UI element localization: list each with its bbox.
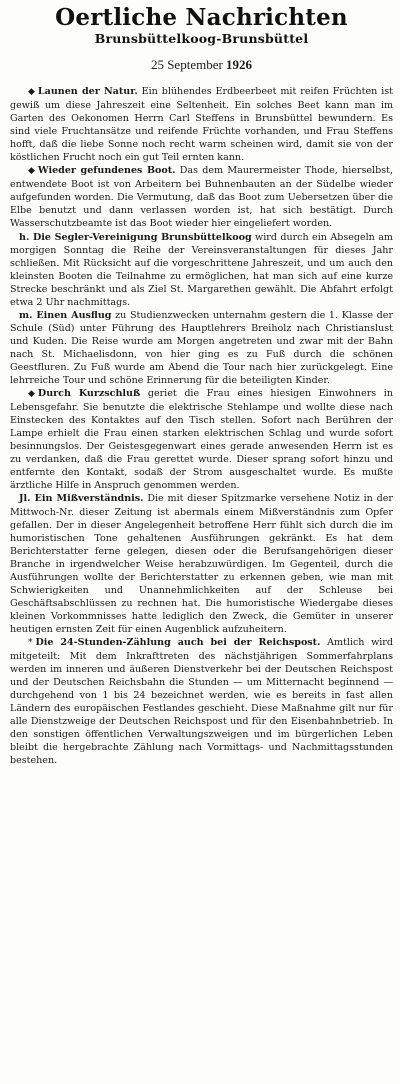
article-kurzschluss — [10, 387, 393, 492]
article-body: Das dem Maurermeister Thode, hierselbst, entwendete Boot ist von Arbeitern bei Buhnenbauten an der Südelbe wieder aufgefunden worden. Die Vermutung, daß das Boot zum Uebersetzen über die Elbe benutzt und dann verlassen worden ist, hat sich bestätigt. Durch Wasserschutzbeamte ist das Boot wieder hier eingeliefert worden. — [10, 165, 393, 230]
article-headline: Launen der Natur. — [37, 86, 138, 97]
section-subtitle: Brunsbüttelkoog-Brunsbüttel — [94, 31, 309, 46]
article-headline: h. Die Segler-Vereinigung Brunsbüttelkoog — [19, 231, 252, 243]
article-headline: Jl. Ein Mißverständnis. — [19, 493, 144, 505]
article-launen-der-natur — [10, 85, 393, 164]
article-body: wird durch ein Absegeln am morgigen Sonntag die Reihe der Vereinsveranstaltungen für dieses Jahr schließen. Mit Rücksicht auf die vorgeschrittene Jahreszeit, und um auch den kleinsten Booten die Teilnahme zu ermöglichen, hat man sich auf eine kurze Strecke beschränkt und als Ziel St. Margarethen gewählt. Die Abfahrt erfolgt etwa 2 Uhr nachmittags. — [10, 231, 393, 308]
diamond-marker-icon: ◆ — [28, 87, 35, 97]
article-body: geriet die Frau eines hiesigen Einwohners in Lebensgefahr. Sie benutzte die elektrische Stehlampe und wollte diese nach Einstecken des Kontaktes auf den Tisch stellen. Sofort nach Berühren der Lampe erhielt die Frau einen starken elektrischen Schlag und wurde sofort besinnungslos. Der Geistesgegenwart eines gerade anwesenden Herrn ist es zu verdanken, daß die Frau gerettet wurde. Dieser sprang sofort hinzu und entfernte den Kontakt, sodaß der Strom ausgeschaltet wurde. Es mußte ärztliche Hilfe in Anspruch genommen werden. — [10, 388, 393, 492]
article-segler-vereinigung — [10, 231, 393, 309]
article-headline: Durch Kurzschluß — [37, 388, 141, 400]
article-body: Die mit dieser Spitzmarke versehene Notiz in der Mittwoch-Nr. dieser Zeitung ist abermals einem Mißverständnis zum Opfer gefallen. Der in dieser Angelegenheit betroffene Herr fühlt sich durch die im humoristischen Tone gehaltenen Ausführungen gekränkt. Es hat dem Berichterstatter ferne gelegen, diesen oder die Berufsangehörigen dieser Branche in irgendwelcher Weise herabzuwürdigen. Im Gegenteil, durch die Ausführungen wollte der Berichterstatter zu erkennen geben, wie man mit Schwierigkeiten und Unannehmlichkeiten auf der Schleuse bei Geschäftsabschlüssen zu rechnen hat. Die humoristische Wiedergabe dieses kleinen Vorkommnisses hatte lediglich den Zweck, die Gemüter in unserer heutigen ernsten Zeit für einen Augenblick aufzuheitern. — [10, 493, 393, 635]
dateline — [10, 57, 393, 73]
diamond-marker-icon: ◆ — [28, 389, 35, 400]
dateline-day-month: 25 September — [150, 57, 223, 72]
article-headline: Wieder gefundenes Boot. — [37, 165, 176, 177]
article-headline: m. Einen Ausflug — [19, 309, 112, 321]
article-wieder-gefundenes-boot — [10, 164, 393, 230]
masthead — [10, 4, 393, 47]
article-headline: Die 24-Stunden-Zählung auch bei der Reichspost. — [35, 636, 321, 648]
asterisk-marker-icon: * — [28, 637, 33, 648]
article-body: Ein blühendes Erdbeerbeet mit reifen Früchten ist gewiß um diese Jahreszeit eine Seltenheit. Ein solches Beet kann man im Garten des Oekonomen Herrn Carl Steffens in Brunsbüttel bewundern. Es sind viele Fruchtansätze und reifende Früchte vorhanden, und Frau Steffens hofft, daß die liebe Sonne noch recht warm scheinen wird, damit sie von der köstlichen Frucht noch ein gut Teil ernten kann. — [10, 86, 393, 164]
diamond-marker-icon: ◆ — [28, 166, 35, 177]
article-body: Amtlich wird mitgeteilt: Mit dem Inkrafttreten des nächstjährigen Sommerfahrplans werden im inneren und äußeren Dienstverkehr bei der Deutschen Reichspost und der Deutschen Reichsbahn die Stunden — um Mitternacht beginnend — durchgehend von 1 bis 24 bezeichnet werden, wie es bereits in fast allen Ländern des europäischen Festlandes geschieht. Diese Maßnahme gilt nur für alle Dienstzweige der Deutschen Reichspost und für den Eisenbahnbetrieb. In den sonstigen öffentlichen Verwaltungszweigen und im bürgerlichen Leben bleibt die hergebrachte Zählung nach Vormittags- und Nachmittagsstunden bestehen. — [10, 636, 393, 767]
section-title: Oertliche Nachrichten — [55, 4, 348, 31]
article-24-stunden-zaehlung — [10, 636, 393, 767]
article-ausflug — [10, 309, 393, 387]
article-missverstaendnis — [10, 492, 393, 636]
article-body: zu Studienzwecken unternahm gestern die 1. Klasse der Schule (Süd) unter Führung des Hauptlehrers Breiholz nach Christianslust und Kuden. Die Reise wurde am Morgen angetreten und zwar mit der Bahn nach St. Michaelisdonn, von hier ging es zu Fuß durch die schönen Geestfluren. Zu Fuß wurde am Abend die Tour nach hier zurückgelegt. Eine lehrreiche Tour und schöne Erinnerung für die beteiligten Kinder. — [10, 309, 394, 387]
dateline-year: 1926 — [226, 57, 253, 72]
